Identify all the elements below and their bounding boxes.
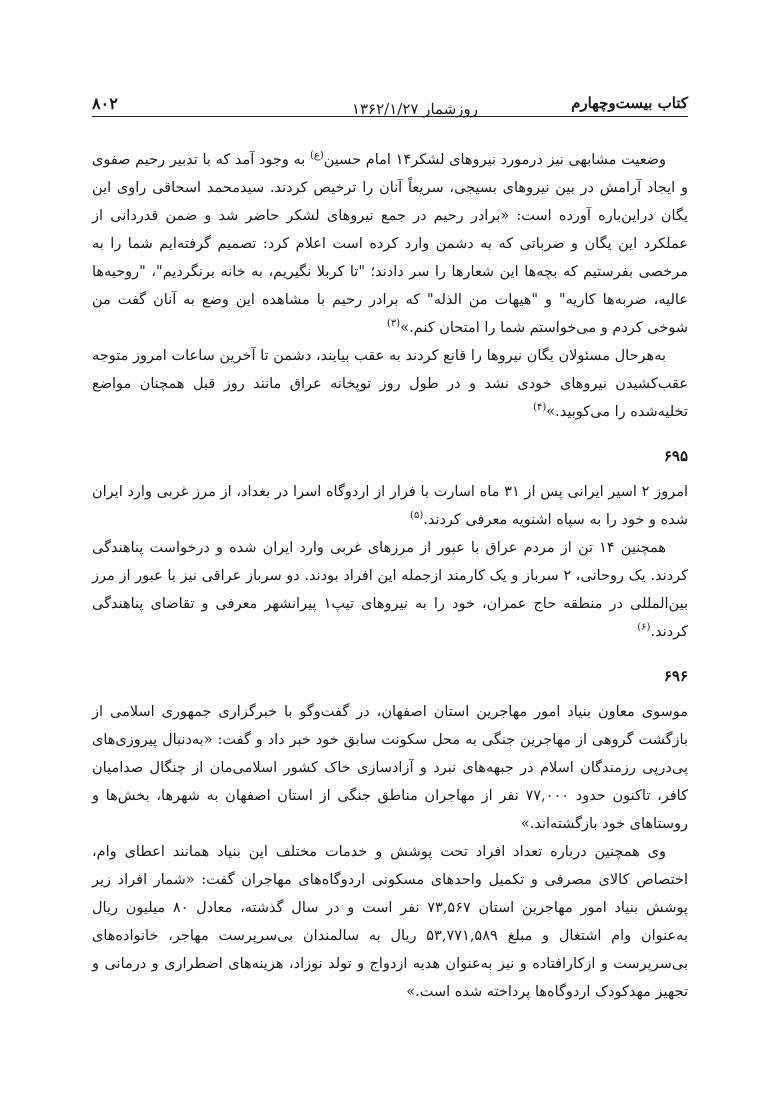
diary-date-label: روزشمار ۱۳۶۲/۱/۲۷ (351, 100, 478, 118)
page-number: ۸۰۲ (92, 94, 118, 113)
paragraph-2 (92, 342, 688, 426)
footnote-ref-6: (۶) (637, 622, 651, 634)
entry-695-paragraph-1-text: امروز ۲ اسیر ایرانی پس از ۳۱ ماه اسارت با فرار از اردوگاه اسرا در بغداد، از مرز غربی وارد ایران شده و خود را به سپاه اشنویه معرفی کردند. (92, 484, 688, 528)
entry-695-paragraph-2-text: همچنین ۱۴ تن از مردم عراق با عبور از مرزهای غربی وارد ایران شده و درخواست پناهندگی کردند. یک روحانی، ۲ سرباز و یک کارمند ازجمله این افراد بودند. دو سرباز عراقی نیز با عبور از مرز بین‌المللی در منطقه حاج عمران، خود را به نیروهای تیپ۱ پیرانشهر معرفی و تقاضای پناهندگی کردند. (92, 540, 688, 640)
book-title: کتاب بیست‌وچهارم (571, 94, 688, 112)
running-header (92, 90, 688, 120)
footnote-ref-4: (۴) (533, 402, 547, 414)
paragraph-1 (92, 146, 688, 342)
entry-number-696: ۶۹۶ (663, 667, 688, 685)
entry-695-paragraph-1 (92, 478, 688, 534)
page-body (92, 146, 688, 1006)
paragraph-1-text-2: به وجود آمد که با تدبیر رحیم صفوی و ایجاد آرامش در بین نیروهای بسیجی، سریعاً آنان را ترخیص کردند. سیدمحمد اسحاقی راوی این یگان دراین‌باره آورده است: «برادر رحیم در جمع نیروهای لشکر حاضر شد و ضمن قدردانی از عملکرد این یگان و ضرباتی که به دشمن وارد کرده است اعلام کرد: تصمیم گرفته‌ایم شما را به مرخصی بفرستیم که بچه‌ها این شعارها را سر دادند؛ "تا کربلا نگیریم، به خانه برنگردیم"، "روحیه‌ها عالیه، ضربه‌ها کاریه" و "هیهات من الذله" که برادر رحیم با مشاهده این وضع به آنان گفت من شوخی کردم و می‌خواستم شما را امتحان کنم.» (92, 152, 688, 336)
footnote-ref-5: (۵) (410, 510, 424, 522)
header-rule (92, 116, 688, 117)
honorific-sup: (ع) (309, 150, 324, 162)
paragraph-2-text: به‌هرحال مسئولان یگان نیروها را قانع کردند به عقب بیایند، دشمن تا آخرین ساعات امروز متوجه عقب‌کشیدن نیروهای خودی نشد و در طول روز توپخانه عراق مانند روز قبل همچنان مواضع تخلیه‌شده را می‌کوبید.» (92, 348, 688, 420)
entry-696-paragraph-1: موسوی معاون بنیاد امور مهاجرین استان اصفهان، در گفت‌وگو با خبرگزاری جمهوری اسلامی از بازگشت گروهی از مهاجرین جنگی به محل سکونت سابق خود خبر داد و گفت: «به‌دنبال پیروزی‌های پی‌درپی رزمندگان اسلام در جبهه‌های نبرد و آزادسازی خاک کشور اسلامی‌مان از چنگال صدامیان کافر، تاکنون حدود ۷۷,۰۰۰ نفر از مهاجران مناطق جنگی از استان اصفهان به شهرها، بخش‌ها و روستاهای خود بازگشته‌اند.» (92, 704, 688, 832)
entry-695-paragraph-2 (92, 534, 688, 646)
paragraph-1-text: وضعیت مشابهی نیز درمورد نیروهای لشکر۱۴ امام حسین (323, 152, 666, 168)
entry-696-paragraph-2: وی همچنین درباره تعداد افراد تحت پوشش و خدمات مختلف این بنیاد همانند اعطای وام، اختصاص کالای مصرفی و تکمیل واحدهای مسکونی اردوگاه‌های مهاجران گفت: «شمار افراد زیر پوشش بنیاد امور مهاجرین استان ۷۳,۵۶۷ نفر است و در سال گذشته، معادل ۸۰ میلیون ریال به‌عنوان وام اشتغال و مبلغ ۵۳,۷۷۱,۵۸۹ ریال به سالمندان بی‌سرپرست مهاجر، خانواده‌های بی‌سرپرست و ازکارافتاده و نیز به‌عنوان هدیه ازدواج و تولد نوزاد، هزینه‌های اضطراری و درمانی و تجهیز مهدکودک اردوگاه‌ها پرداخته شده است.» (92, 844, 689, 1000)
footnote-ref-3: (۳) (387, 318, 401, 330)
entry-number-695: ۶۹۵ (663, 447, 688, 465)
